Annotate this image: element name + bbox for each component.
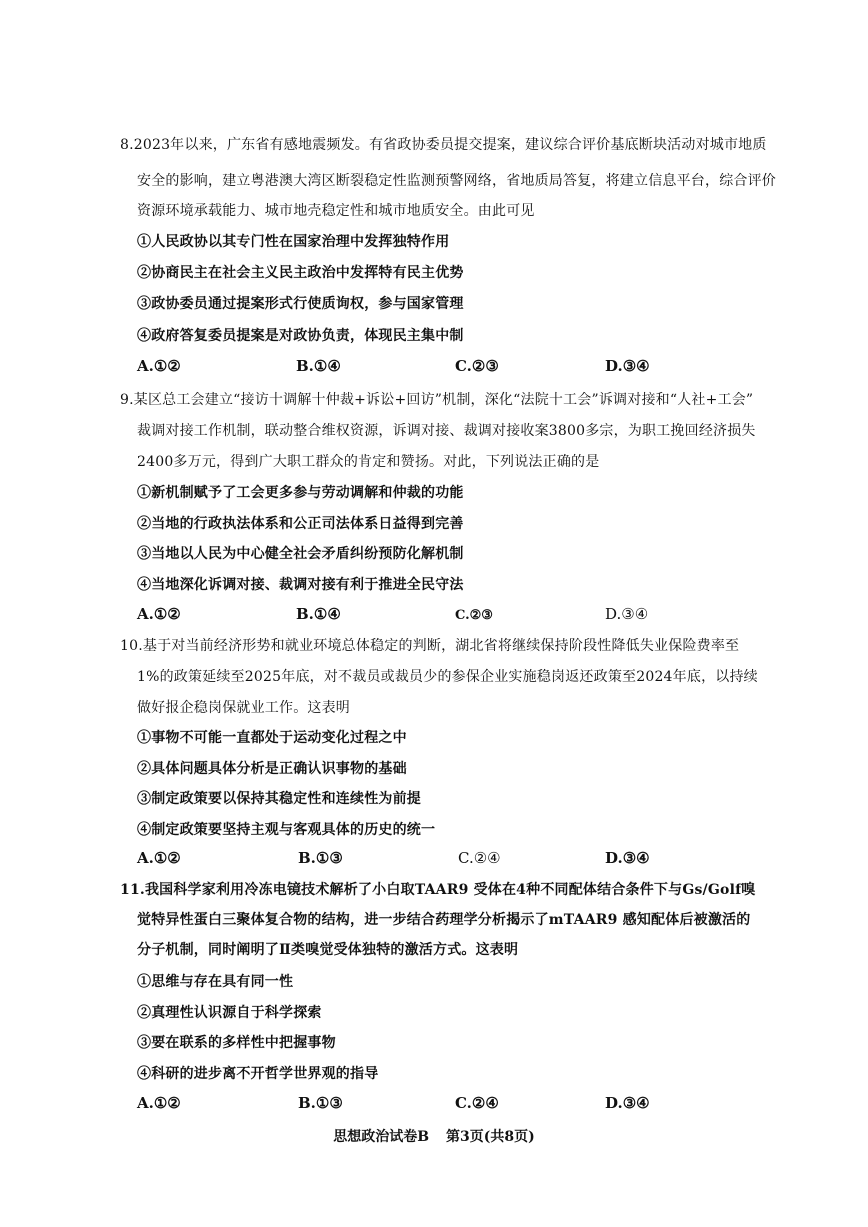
question-10-option-c[interactable]: C.②④ [458,849,501,867]
question-11-statement-2: ②真理性认识源自于科学探索 [137,1005,322,1021]
question-10-option-a[interactable]: A.①② [137,849,181,867]
question-10-stem-line-1: 10.基于对当前经济形势和就业环境总体稳定的判断，湖北省将继续保持阶段性降低失业保险费率至 [120,638,740,654]
page-footer [0,1127,868,1147]
question-9-stem-line-3: 2400多万元，得到广大职工群众的肯定和赞扬。对此，下列说法正确的是 [137,454,600,470]
question-8-option-b[interactable]: B.①④ [296,357,341,375]
question-10-statement-2: ②具体问题具体分析是正确认识事物的基础 [137,761,407,777]
question-8-statement-1: ①人民政协以其专门性在国家治理中发挥独特作用 [137,234,450,250]
question-8-option-a[interactable]: A.①② [137,357,181,375]
footer-page-number: 第3页(共8页) [445,1129,535,1145]
question-8-statement-3: ③政协委员通过提案形式行使质询权，参与国家管理 [137,296,464,312]
question-9-statement-2: ②当地的行政执法体系和公正司法体系日益得到完善 [137,516,464,532]
question-10-statement-3: ③制定政策要以保持其稳定性和连续性为前提 [137,791,421,807]
question-9-statement-1: ①新机制赋予了工会更多参与劳动调解和仲裁的功能 [137,485,464,501]
question-10-stem-line-2: 1%的政策延续至2025年底，对不裁员或裁员少的参保企业实施稳岗返还政策至2024年底，以持续 [137,669,758,685]
question-9-stem-line-1: 9.某区总工会建立“接访十调解十仲裁+诉讼+回访”机制，深化“法院十工会”诉调对接和“人社+工会” [120,392,754,408]
question-10-option-d[interactable]: D.③④ [605,849,650,867]
question-11-option-b[interactable]: B.①③ [298,1094,343,1112]
question-11-option-c[interactable]: C.②④ [455,1094,499,1112]
question-8-stem-line-2: 安全的影响，建立粤港澳大湾区断裂稳定性监测预警网络，省地质局答复，将建立信息平台，综合评价 [137,173,776,189]
question-9-statement-3: ③当地以人民为中心健全社会矛盾纠纷预防化解机制 [137,546,464,562]
question-11-option-a[interactable]: A.①② [137,1094,181,1112]
question-9-stem-line-2: 裁调对接工作机制，联动整合维权资源，诉调对接、裁调对接收案3800多宗，为职工挽回经济损失 [137,423,756,439]
question-11-option-d[interactable]: D.③④ [605,1094,650,1112]
question-8-stem-line-1: 8.2023年以来，广东省有感地震频发。有省政协委员提交提案，建议综合评价基底断块活动对城市地质 [120,137,767,153]
question-11-stem-line-2: 觉特异性蛋白三聚体复合物的结构，进一步结合药理学分析揭示了mTAAR9 感知配体后被激活的 [137,912,751,928]
question-11-statement-3: ③要在联系的多样性中把握事物 [137,1035,336,1051]
question-8-option-d[interactable]: D.③④ [605,357,650,375]
question-10-statement-4: ④制定政策要坚持主观与客观具体的历史的统一 [137,822,436,838]
question-11-stem-line-1: 11.我国科学家利用冷冻电镜技术解析了小白取TAAR9 受体在4种不同配体结合条件下与Gs/Golf嗅 [120,882,756,898]
question-11-statement-4: ④科研的进步离不开哲学世界观的指导 [137,1066,379,1082]
question-9-option-c[interactable]: C.②③ [455,608,493,623]
footer-subject: 思想政治试卷B [333,1129,430,1145]
question-11-statement-1: ①思维与存在具有同一性 [137,974,294,990]
question-9-option-d[interactable]: D.③④ [605,605,649,623]
question-11-stem-line-3: 分子机制，同时阐明了Ⅱ类嗅觉受体独特的激活方式。这表明 [137,942,519,958]
question-8-stem-line-3: 资源环境承载能力、城市地壳稳定性和城市地质安全。由此可见 [137,203,535,219]
question-9-statement-4: ④当地深化诉调对接、裁调对接有利于推进全民守法 [137,577,464,593]
question-9-option-b[interactable]: B.①④ [296,605,341,623]
question-8-option-c[interactable]: C.②③ [455,357,499,375]
question-10-option-b[interactable]: B.①③ [298,849,343,867]
question-10-stem-line-3: 做好报企稳岗保就业工作。这表明 [137,700,350,716]
question-10-statement-1: ①事物不可能一直都处于运动变化过程之中 [137,730,407,746]
question-8-statement-4: ④政府答复委员提案是对政协负责，体现民主集中制 [137,328,464,344]
question-8-statement-2: ②协商民主在社会主义民主政治中发挥特有民主优势 [137,265,464,281]
question-9-option-a[interactable]: A.①② [137,605,181,623]
